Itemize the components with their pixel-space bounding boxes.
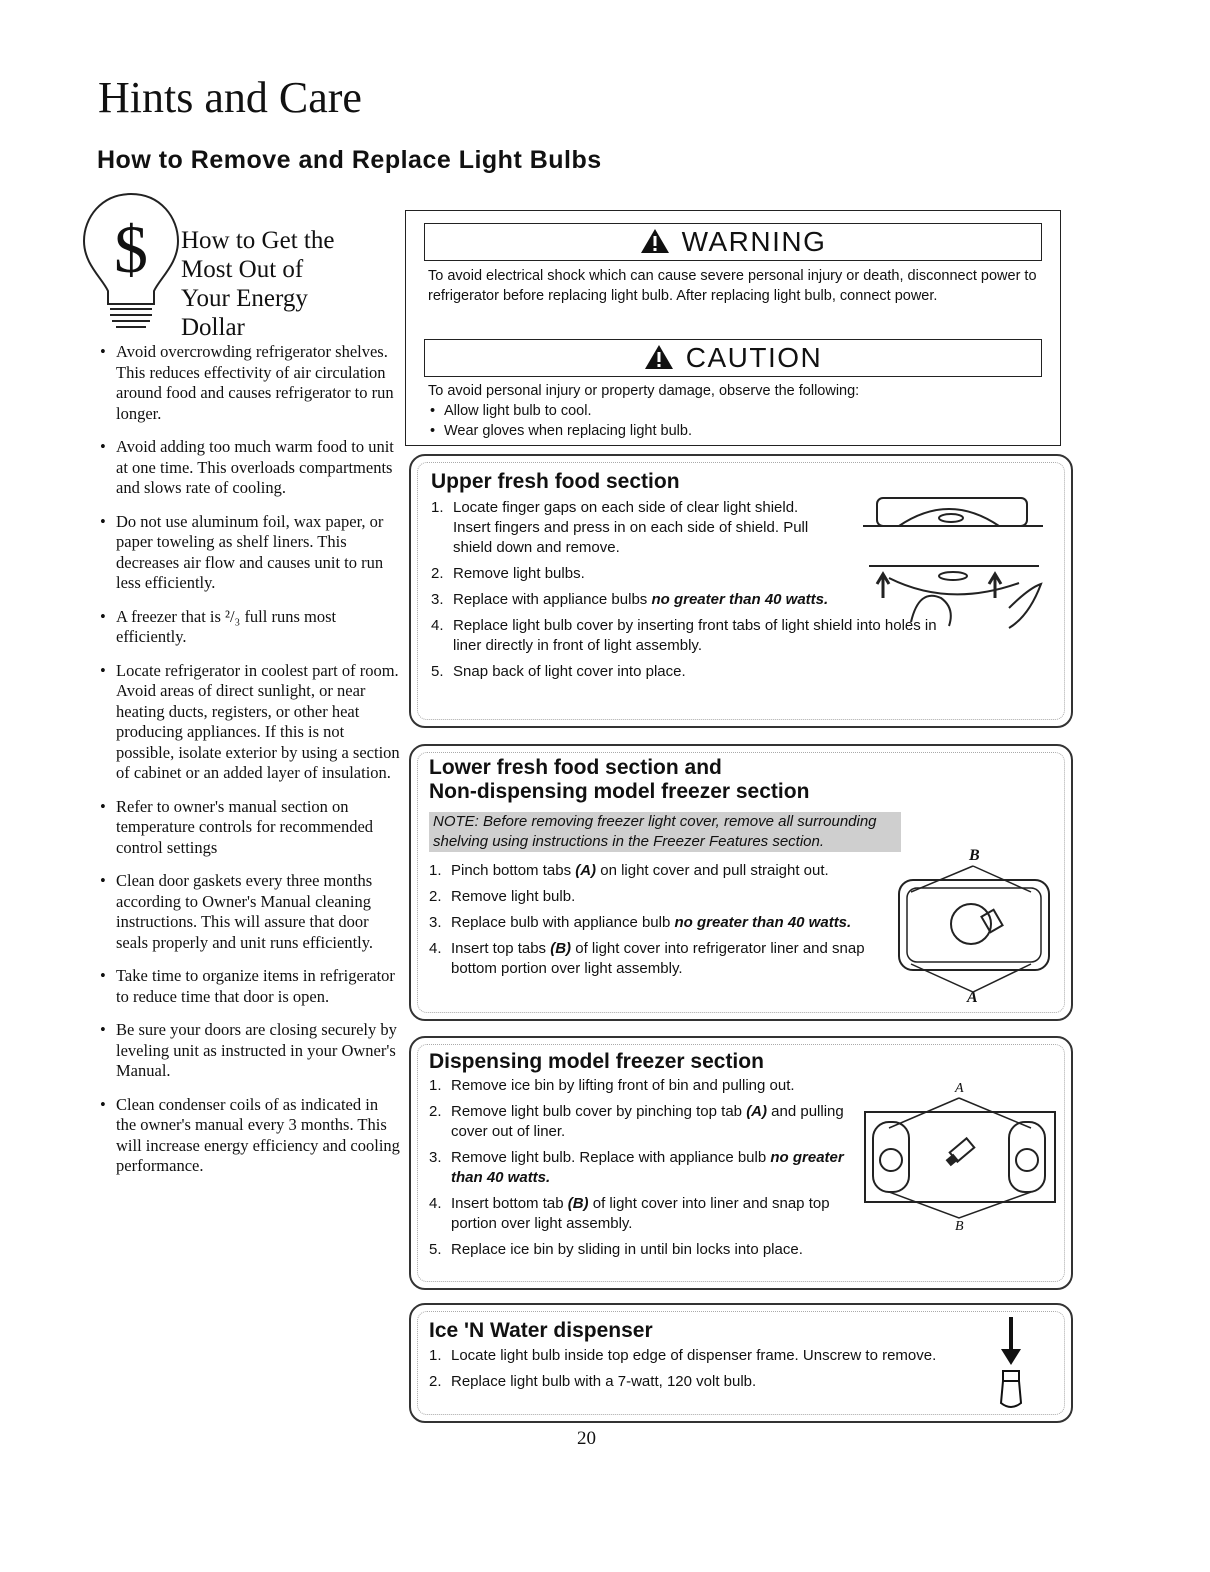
- warning-bar: [424, 223, 1042, 261]
- tip-item: • Clean condenser coils of as indicated in the owner's manual every 3 months. This will increase energy efficiency and cooling performance.: [100, 1095, 400, 1177]
- tip-item: • A freezer that is ²/₃ full runs most efficiently.: [100, 607, 400, 648]
- tip-item: • Refer to owner's manual section on temperature controls for recommended control settings: [100, 797, 400, 859]
- tip-item: • Take time to organize items in refrigerator to reduce time that door is open.: [100, 966, 400, 1007]
- upper-fresh-food-box: [409, 454, 1073, 728]
- dollar-lightbulb-icon: [76, 186, 186, 336]
- label-b: B: [969, 847, 980, 864]
- step-item: 2. Replace light bulb with a 7-watt, 120 volt bulb.: [429, 1373, 757, 1390]
- dispensing-steps: [429, 1076, 867, 1266]
- step-item: 1. Remove ice bin by lifting front of bin and pulling out.: [429, 1077, 795, 1094]
- warning-text: To avoid electrical shock which can cause severe personal injury or death, disconnect power to refrigerator before replacing light bulb. After replacing light bulb, connect power.: [428, 268, 1037, 304]
- tip-item: • Do not use aluminum foil, wax paper, or paper toweling as shelf liners. This decreases air flow and causes unit to run less efficiently.: [100, 512, 400, 594]
- icewater-heading: Ice 'N Water dispenser: [429, 1319, 653, 1342]
- step-item: 5. Snap back of light cover into place.: [431, 663, 686, 680]
- step-item: 3. Replace with appliance bulbs no greater than 40 watts.: [431, 591, 829, 608]
- step-item: 2. Remove light bulbs.: [431, 565, 585, 582]
- freezer-light-cover-illustration: [881, 846, 1061, 1006]
- dispensing-light-illustration: [859, 1078, 1059, 1238]
- safety-alert-panel: [405, 210, 1061, 446]
- label-b: B: [955, 1219, 964, 1234]
- step-item: 1. Locate finger gaps on each side of clear light shield. Insert fingers and press in on each side of shield. Pull shield down and remove.: [431, 499, 809, 556]
- page-number: 20: [577, 1428, 596, 1449]
- lower-fresh-food-box: [409, 744, 1073, 1021]
- dollar-symbol: $: [114, 211, 148, 287]
- dispenser-bulb-illustration: [991, 1315, 1031, 1415]
- step-item: 2. Remove light bulb cover by pinching top tab (A) and pulling cover out of liner.: [429, 1103, 844, 1140]
- lower-steps: [429, 861, 884, 985]
- step-item: 4. Insert top tabs (B) of light cover into refrigerator liner and snap bottom portion over light assembly.: [429, 940, 865, 977]
- step-item: 1. Locate light bulb inside top edge of dispenser frame. Unscrew to remove.: [429, 1347, 937, 1364]
- caution-item: • Wear gloves when replacing light bulb.: [428, 421, 1048, 441]
- step-item: 5. Replace ice bin by sliding in until bin locks into place.: [429, 1241, 803, 1258]
- step-item: 3. Remove light bulb. Replace with appliance bulb no greater than 40 watts.: [429, 1149, 844, 1186]
- tip-item: • Locate refrigerator in coolest part of room. Avoid areas of direct sunlight, or near heating ducts, registers, or other heat producing appliances. If this is not possible, isolate exterior by using a section of cabinet or an added layer of insulation.: [100, 661, 400, 784]
- tip-item: • Clean door gaskets every three months according to Owner's Manual cleaning instructions. This will assure that door seals properly and unit runs efficiently.: [100, 871, 400, 953]
- step-item: 2. Remove light bulb.: [429, 888, 576, 905]
- section-heading: How to Remove and Replace Light Bulbs: [97, 146, 602, 174]
- caution-text: To avoid personal injury or property damage, observe the following: • Allow light bulb to cool. • Wear gloves when replacing light bulb.: [428, 381, 1048, 441]
- dispensing-freezer-box: [409, 1036, 1073, 1290]
- freezer-note: NOTE: Before removing freezer light cover, remove all surrounding shelving using instructions in the Freezer Features section.: [429, 812, 901, 852]
- step-item: 4. Insert bottom tab (B) of light cover into liner and snap top portion over light assembly.: [429, 1195, 830, 1232]
- caution-label: CAUTION: [685, 342, 823, 373]
- tip-item: • Avoid adding too much warm food to unit at one time. This overloads compartments and slows rate of cooling.: [100, 437, 400, 499]
- dispensing-heading: Dispensing model freezer section: [429, 1050, 764, 1073]
- page-title: Hints and Care: [98, 73, 362, 122]
- step-item: 3. Replace bulb with appliance bulb no greater than 40 watts.: [429, 914, 852, 931]
- icewater-steps: [429, 1346, 959, 1398]
- light-shield-illustration: [859, 488, 1049, 648]
- label-a: A: [967, 989, 978, 1006]
- upper-steps: [431, 498, 937, 688]
- energy-tips-list: [100, 342, 400, 1190]
- ice-water-dispenser-box: [409, 1303, 1073, 1423]
- step-item: 4. Replace light bulb cover by inserting front tabs of light shield into holes in liner directly in front of light assembly.: [431, 617, 937, 654]
- caution-bar: [424, 339, 1042, 377]
- tip-item: • Be sure your doors are closing securely by leveling unit as instructed in your Owner's Manual.: [100, 1020, 400, 1082]
- warning-triangle-icon: [640, 228, 670, 254]
- step-item: 1. Pinch bottom tabs (A) on light cover and pull straight out.: [429, 862, 829, 879]
- energy-tips-title: How to Get the Most Out of Your Energy Dollar: [181, 227, 335, 341]
- lower-heading: Lower fresh food section and Non-dispensing model freezer section: [429, 756, 810, 803]
- caution-triangle-icon: [644, 344, 674, 370]
- warning-label: WARNING: [681, 226, 827, 257]
- upper-heading: Upper fresh food section: [431, 470, 680, 493]
- label-a: A: [955, 1081, 964, 1096]
- tip-item: • Avoid overcrowding refrigerator shelves. This reduces effectivity of air circulation around food and causes refrigerator to run longer.: [100, 342, 400, 424]
- caution-item: • Allow light bulb to cool.: [428, 401, 1048, 421]
